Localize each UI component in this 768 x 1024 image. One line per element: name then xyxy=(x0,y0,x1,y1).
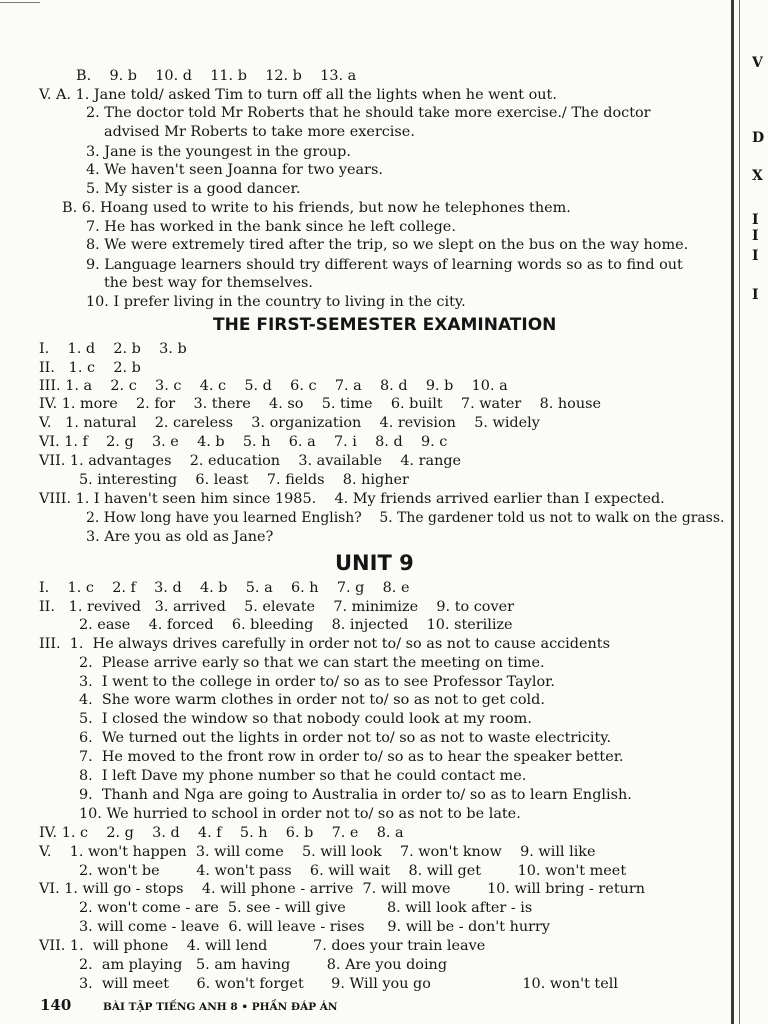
answer-line: 2. How long have you learned English? 5. The gardener told us not to walk on the grass. xyxy=(86,510,725,526)
section-heading: THE FIRST-SEMESTER EXAMINATION xyxy=(213,315,557,335)
answer-line: 7. He moved to the front row in order to/ so as to hear the speaker better. xyxy=(79,749,624,765)
binding-edge xyxy=(731,0,734,1024)
answer-line: VII. 1. will phone 4. will lend 7. does your train leave xyxy=(39,938,486,954)
answer-line: V. 1. won't happen 3. will come 5. will look 7. won't know 9. will like xyxy=(39,844,596,860)
answer-line: 3. will meet 6. won't forget 9. Will you go 10. won't tell xyxy=(79,976,618,992)
answer-line: VIII. 1. I haven't seen him since 1985. 4. My friends arrived earlier than I expected. xyxy=(39,491,665,507)
answer-line: B. 9. b 10. d 11. b 12. b 13. a xyxy=(76,68,357,84)
section-heading: UNIT 9 xyxy=(335,551,414,575)
answer-line: 3. Are you as old as Jane? xyxy=(86,529,274,545)
answer-line: 10. I prefer living in the country to living in the city. xyxy=(86,294,466,310)
answer-line: 2. The doctor told Mr Roberts that he should take more exercise./ The doctor xyxy=(86,105,651,121)
answer-line: 5. My sister is a good dancer. xyxy=(86,181,301,197)
answer-line: 2. won't be 4. won't pass 6. will wait 8. will get 10. won't meet xyxy=(79,863,627,879)
answer-line: V. A. 1. Jane told/ asked Tim to turn off all the lights when he went out. xyxy=(39,87,557,103)
answer-line: 6. We turned out the lights in order not to/ so as not to waste electricity. xyxy=(79,730,612,746)
answer-line: 2. ease 4. forced 6. bleeding 8. injected 10. sterilize xyxy=(79,617,513,633)
answer-line: 8. I left Dave my phone number so that he could contact me. xyxy=(79,768,527,784)
answer-line: I. 1. c 2. f 3. d 4. b 5. a 6. h 7. g 8. e xyxy=(39,580,410,596)
answer-line: V. 1. natural 2. careless 3. organization 4. revision 5. widely xyxy=(39,415,540,431)
answer-line: 3. I went to the college in order to/ so as to see Professor Taylor. xyxy=(79,674,556,690)
answer-line: IV. 1. c 2. g 3. d 4. f 5. h 6. b 7. e 8. a xyxy=(39,825,404,841)
answer-line: VI. 1. f 2. g 3. e 4. b 5. h 6. a 7. i 8. d 9. c xyxy=(39,434,448,450)
answer-line: II. 1. c 2. b xyxy=(39,360,141,376)
answer-line: 10. We hurried to school in order not to/ so as not to be late. xyxy=(79,806,521,822)
footer-title: BÀI TẬP TIẾNG ANH 8 • PHẦN ĐÁP ÁN xyxy=(103,1001,338,1013)
binding-edge-inner xyxy=(739,0,740,1024)
answer-line: 3. Jane is the youngest in the group. xyxy=(86,144,351,160)
scan-mark xyxy=(0,2,40,3)
answer-line: 5. interesting 6. least 7. fields 8. higher xyxy=(79,472,409,488)
answer-line: B. 6. Hoang used to write to his friends, but now he telephones them. xyxy=(62,200,571,216)
answer-line: 9. Thanh and Nga are going to Australia in order to/ so as to learn English. xyxy=(79,787,632,803)
answer-line: I. 1. d 2. b 3. b xyxy=(39,341,187,357)
edge-letter: I xyxy=(752,212,759,228)
answer-line: 3. will come - leave 6. will leave - rises 9. will be - don't hurry xyxy=(79,919,551,935)
answer-line: 2. won't come - are 5. see - will give 8. will look after - is xyxy=(79,900,533,916)
answer-line: 2. Please arrive early so that we can start the meeting on time. xyxy=(79,655,545,671)
answer-line: III. 1. a 2. c 3. c 4. c 5. d 6. c 7. a 8. d 9. b 10. a xyxy=(39,378,508,394)
answer-line: 4. We haven't seen Joanna for two years. xyxy=(86,162,383,178)
edge-letter: X xyxy=(752,168,763,184)
answer-line: the best way for themselves. xyxy=(104,275,313,291)
page-number: 140 xyxy=(40,996,72,1014)
answer-line: II. 1. revived 3. arrived 5. elevate 7. minimize 9. to cover xyxy=(39,599,514,615)
answer-line: VI. 1. will go - stops 4. will phone - arrive 7. will move 10. will bring - return xyxy=(39,881,646,897)
answer-line: IV. 1. more 2. for 3. there 4. so 5. time 6. built 7. water 8. house xyxy=(39,396,602,412)
edge-letter: I xyxy=(752,287,759,303)
answer-line: VII. 1. advantages 2. education 3. available 4. range xyxy=(39,453,462,469)
answer-line: 5. I closed the window so that nobody could look at my room. xyxy=(79,711,532,727)
edge-letter: I xyxy=(752,248,759,264)
answer-line: III. 1. He always drives carefully in order not to/ so as not to cause accidents xyxy=(39,636,610,652)
answer-line: 8. We were extremely tired after the trip, so we slept on the bus on the way home. xyxy=(86,237,689,253)
edge-letter: V xyxy=(752,55,763,71)
answer-line: 4. She wore warm clothes in order not to/ so as not to get cold. xyxy=(79,692,545,708)
answer-line: 9. Language learners should try different ways of learning words so as to find out xyxy=(86,257,683,273)
edge-letter: D xyxy=(752,130,765,146)
answer-line: 2. am playing 5. am having 8. Are you doing xyxy=(79,957,448,973)
answer-line: advised Mr Roberts to take more exercise. xyxy=(104,124,415,140)
answer-line: 7. He has worked in the bank since he left college. xyxy=(86,219,456,235)
edge-letter: I xyxy=(752,228,759,244)
